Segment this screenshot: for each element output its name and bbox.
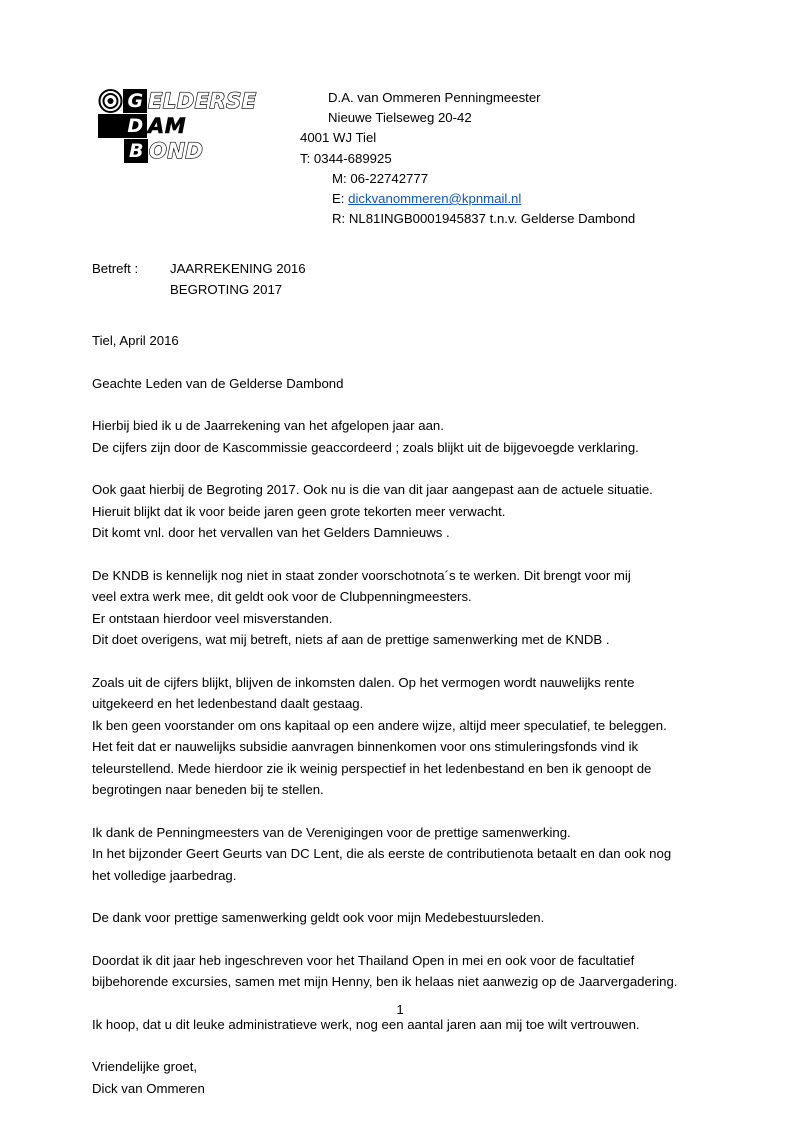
address-line-name: D.A. van Ommeren Penningmeester: [328, 90, 541, 105]
subject-row-secondary: [92, 279, 306, 300]
paragraph-8-line-1: Ik hoop, dat u dit leuke administratieve werk, nog een aantal jaren aan mij toe wilt vertrouwen.: [92, 1016, 640, 1032]
closing-block: [92, 1056, 712, 1099]
paragraph-2-line-1: Ook gaat hierbij de Begroting 2017. Ook nu is die van dit jaar aangepast aan de actuele situatie.: [92, 482, 653, 497]
paragraph-3: [92, 565, 712, 651]
subject-row-primary: [92, 258, 306, 279]
paragraph-4-line-6: begrotingen naar beneden bij te stellen.: [92, 782, 324, 797]
paragraph-5: [92, 822, 712, 887]
paragraph-4-line-2: uitgekeerd en het ledenbestand daalt gestaag.: [92, 696, 364, 711]
paragraph-1: [92, 415, 712, 458]
black-square-icon: [98, 114, 123, 138]
paragraph-7-line-1: Doordat ik dit jaar heb ingeschreven voor het Thailand Open in mei en ook voor de facultatief: [92, 952, 635, 968]
email-label: E:: [332, 191, 349, 207]
paragraph-7-line-2: bijbehorende excursies, samen met mijn Henny, ben ik helaas niet aanwezig op de Jaarvergadering.: [92, 974, 678, 989]
date-line-paragraph: [92, 330, 712, 352]
paragraph-3-line-3: Er ontstaan hierdoor veel misverstanden.: [92, 610, 333, 626]
paragraph-7: [92, 950, 712, 993]
paragraph-1-line-1: Hierbij bied ik u de Jaarrekening van het afgelopen jaar aan.: [92, 418, 444, 433]
address-line-street: Nieuwe Tielseweg 20-42: [328, 110, 472, 126]
logo-word-ond: OND: [149, 138, 204, 163]
logo-initial-b: B: [124, 139, 148, 163]
sender-address-block: [300, 88, 635, 229]
paragraph-2-line-2: Hieruit blijkt dat ik voor beide jaren geen grote tekorten meer verwacht.: [92, 503, 506, 519]
logo-initial-g: G: [123, 89, 147, 113]
address-line-phone: T: 0344-689925: [300, 150, 392, 166]
paragraph-2-line-3: Dit komt vnl. door het vervallen van het Gelders Damnieuws .: [92, 525, 450, 540]
logo-word-elderse: ELDERSE: [148, 88, 257, 113]
address-line-bank: R: NL81INGB0001945837 t.n.v. Gelderse Dambond: [332, 211, 636, 227]
subject-value-jaarrekening: JAARREKENING 2016: [170, 261, 306, 276]
paragraph-5-line-3: het volledige jaarbedrag.: [92, 867, 237, 883]
logo-row-bond: [124, 138, 203, 163]
paragraph-4-line-4: Het feit dat er nauwelijks subsidie aanvragen binnenkomen voor ons stimuleringsfonds vind ik: [92, 739, 639, 754]
paragraph-4-line-1: Zoals uit de cijfers blijkt, blijven de inkomsten dalen. Op het vermogen wordt nauwelijks rente: [92, 674, 635, 690]
logo-row-gelderse: [98, 88, 257, 113]
logo-initial-d: D: [123, 114, 147, 138]
target-icon: [98, 89, 123, 113]
salutation-line: Geachte Leden van de Gelderse Dambond: [92, 375, 344, 391]
paragraph-3-line-4: Dit doet overigens, wat mij betreft, niets af aan de prettige samenwerking met de KNDB .: [92, 632, 610, 647]
closing-signature-name: Dick van Ommeren: [92, 1080, 205, 1096]
page-number: 1: [396, 1002, 404, 1017]
paragraph-4: [92, 672, 712, 801]
logo-row-dam: [98, 113, 186, 138]
closing-greeting: Vriendelijke groet,: [92, 1059, 198, 1074]
subject-label: Betreft :: [92, 261, 139, 276]
letterhead: [0, 88, 800, 228]
paragraph-5-line-1: Ik dank de Penningmeesters van de Verenigingen voor de prettige samenwerking.: [92, 824, 571, 840]
date-line: Tiel, April 2016: [92, 333, 179, 348]
subject-label-spacer: [92, 279, 170, 300]
paragraph-1-line-2: De cijfers zijn door de Kascommissie geaccordeerd ; zoals blijkt uit de bijgevoegde verklaring.: [92, 439, 639, 455]
logo-word-am: AM: [148, 113, 187, 138]
paragraph-3-line-2: veel extra werk mee, dit geldt ook voor de Clubpenningmeesters.: [92, 589, 472, 604]
address-line-mobile: M: 06-22742777: [332, 170, 429, 186]
gelderse-dambond-logo: [98, 88, 298, 166]
paragraph-5-line-2: In het bijzonder Geert Geurts van DC Lent, die als eerste de contributienota betaalt en dan ook nog: [92, 846, 672, 861]
subject-block: [92, 258, 306, 300]
email-link[interactable]: dickvanommeren@kpnmail.nl: [348, 191, 522, 207]
paragraph-6: [92, 907, 712, 929]
paragraph-4-line-3: Ik ben geen voorstander om ons kapitaal op een andere wijze, altijd meer speculatief, te beleggen.: [92, 717, 667, 733]
paragraph-4-line-5: teleurstellend. Mede hierdoor zie ik weinig perspectief in het ledenbestand en ben ik genoopt de: [92, 760, 652, 776]
subject-value-begroting: BEGROTING 2017: [170, 282, 283, 297]
address-line-city: 4001 WJ Tiel: [300, 130, 377, 146]
paragraph-6-line-1: De dank voor prettige samenwerking geldt ook voor mijn Medebestuursleden.: [92, 910, 545, 925]
paragraph-2: [92, 479, 712, 544]
salutation-paragraph: [92, 373, 712, 395]
paragraph-3-line-1: De KNDB is kennelijk nog niet in staat zonder voorschotnota´s te werken. Dit brengt voor mij: [92, 567, 631, 583]
address-line-email: [300, 189, 635, 209]
